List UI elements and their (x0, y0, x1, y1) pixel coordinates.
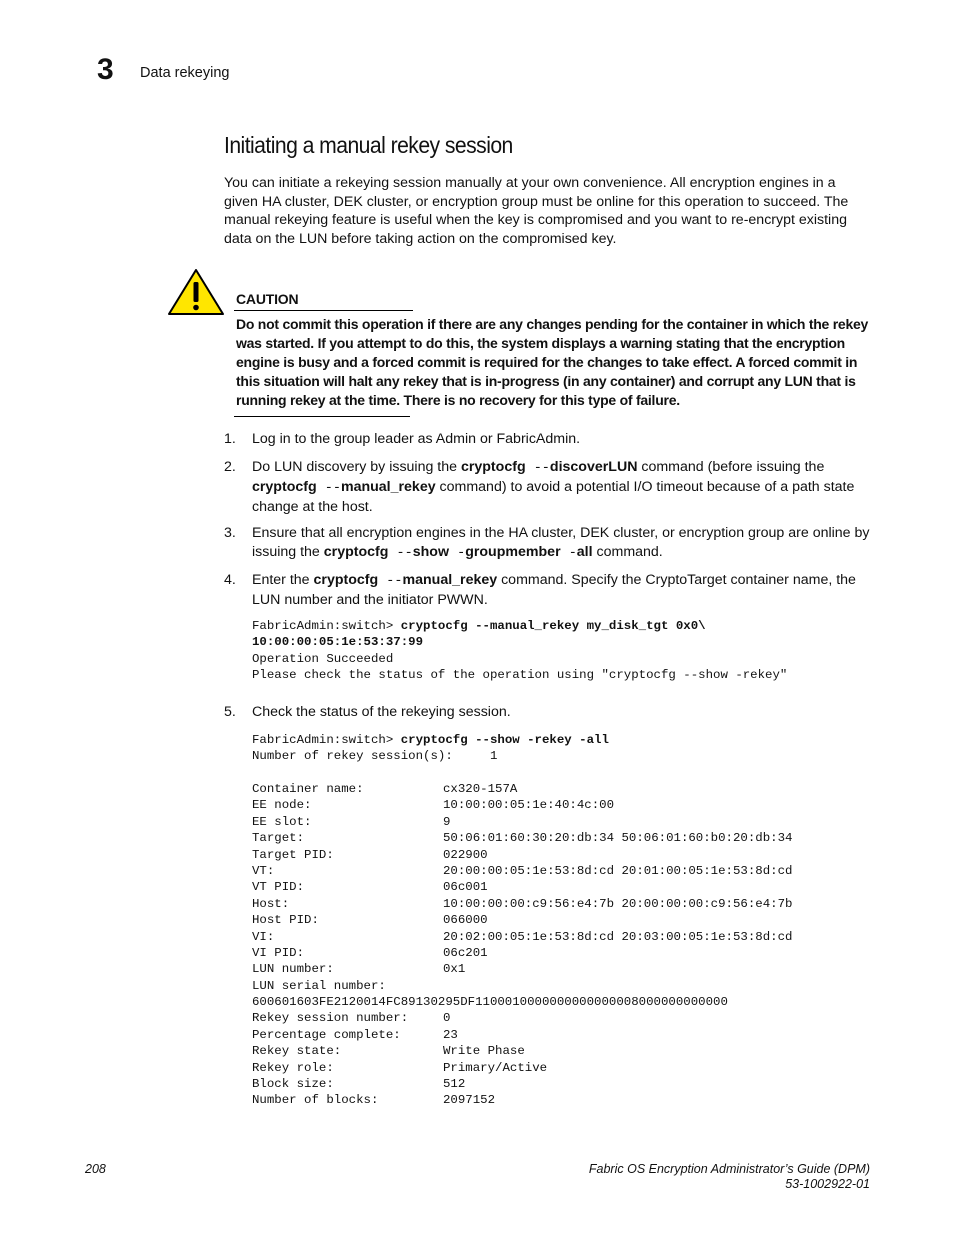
caution-warning-icon (167, 268, 225, 316)
step-text: Check the status of the rekeying session. (252, 704, 511, 720)
status-key: Host PID: (252, 913, 319, 928)
code-prompt: FabricAdmin:switch> (252, 733, 401, 747)
status-key: LUN number: (252, 962, 334, 977)
code-output-line: Please check the status of the operation using "cryptocfg --show -rekey" (252, 668, 788, 683)
step-1 (224, 430, 872, 449)
status-value: 20:00:00:05:1e:53:8d:cd 20:01:00:05:1e:53:8d:cd (443, 863, 793, 878)
status-value: 066000 (443, 913, 488, 928)
status-row (252, 945, 852, 961)
rekey-status-table (252, 781, 852, 1109)
status-value: 0x1 (443, 962, 466, 977)
chapter-number: 3 (97, 53, 114, 86)
status-key: Rekey session number: (252, 1011, 409, 1026)
code-command-continuation: 10:00:00:05:1e:53:37:99 (252, 635, 424, 650)
status-row (252, 830, 852, 846)
step-number: 2. (224, 459, 236, 475)
footer-doc-title: Fabric OS Encryption Administrator’s Guide (DPM) (588, 1162, 870, 1176)
step-number: 1. (224, 431, 236, 447)
status-row (252, 814, 852, 830)
step-number: 4. (224, 572, 236, 588)
status-row (252, 863, 852, 879)
status-row (252, 797, 852, 813)
status-value: 512 (443, 1077, 466, 1092)
step-text: Log in to the group leader as Admin or FabricAdmin. (252, 431, 581, 447)
status-key: EE node: (252, 798, 312, 813)
code-block-show-rekey (252, 732, 609, 765)
status-value: 23 (443, 1027, 458, 1042)
status-row (252, 1027, 852, 1043)
step-text: Do LUN discovery by issuing the cryptocfg --discoverLUN command (before issuing the cryptocfg --manual_rekey command) to avoid a potential I/O timeout because of a path state change at the host. (252, 459, 855, 515)
status-value: cx320-157A (443, 782, 518, 796)
status-row (252, 879, 852, 895)
status-key: Rekey state: (252, 1044, 342, 1059)
status-key: VT: (252, 863, 275, 878)
status-row (252, 1092, 852, 1108)
status-value: 20:02:00:05:1e:53:8d:cd 20:03:00:05:1e:53:8d:cd (443, 929, 793, 944)
step-text: Ensure that all encryption engines in the HA cluster, DEK cluster, or encryption group are online by issuing the cryptocfg --show -groupmember -all command. (252, 525, 870, 561)
caution-rule-bottom (234, 416, 410, 417)
status-key: Percentage complete: (252, 1027, 401, 1042)
status-key: Number of blocks: (252, 1093, 379, 1108)
status-row (252, 781, 852, 797)
status-key: Host: (252, 896, 290, 911)
step-5 (224, 703, 872, 722)
status-row (252, 847, 852, 863)
step-4 (224, 571, 872, 610)
step-2 (224, 458, 872, 517)
status-value: Write Phase (443, 1044, 525, 1059)
step-3 (224, 524, 872, 563)
code-prompt: FabricAdmin:switch> (252, 619, 401, 633)
status-value: 10:00:00:00:c9:56:e4:7b 20:00:00:00:c9:56:e4:7b (443, 896, 793, 911)
status-row (252, 978, 852, 994)
status-row (252, 1076, 852, 1092)
caution-label: CAUTION (236, 291, 299, 307)
chapter-name: Data rekeying (140, 65, 230, 81)
status-key: EE slot: (252, 814, 312, 829)
status-key: Block size: (252, 1077, 334, 1092)
status-value: 2097152 (443, 1093, 496, 1108)
code-command: cryptocfg --manual_rekey my_disk_tgt 0x0\ (400, 619, 706, 633)
code-output-line: Operation Succeeded (252, 651, 394, 666)
status-key: VI PID: (252, 945, 305, 960)
status-row (252, 1010, 852, 1026)
footer-page-number: 208 (85, 1162, 106, 1176)
status-row (252, 1060, 852, 1076)
code-block-manual-rekey (252, 618, 787, 684)
status-value: 06c001 (443, 880, 488, 895)
status-row (252, 994, 852, 1010)
status-value: 10:00:00:05:1e:40:4c:00 (443, 798, 615, 813)
status-value: 9 (443, 814, 451, 829)
status-key: VI: (252, 929, 275, 944)
code-output-line: Number of rekey session(s): 1 (252, 749, 498, 764)
step-text: Enter the cryptocfg --manual_rekey command. Specify the CryptoTarget container name, the LUN number and the initiator PWWN. (252, 572, 856, 608)
status-value: 50:06:01:60:30:20:db:34 50:06:01:60:b0:20:db:34 (443, 831, 793, 846)
status-row (252, 961, 852, 977)
status-key: Container name: (252, 782, 364, 796)
status-row (252, 896, 852, 912)
caution-text: Do not commit this operation if there are any changes pending for the container in which the rekey was started. If you attempt to do this, the system displays a warning stating that the encryption engine is busy and a forced commit is required for the changes to take effect. A forced commit in this situation will halt any rekey that is in-progress (in any container) and corrupt any LUN that is running rekey at the time. There is no recovery for this type of failure. (236, 316, 869, 408)
status-key: Target: (252, 831, 305, 846)
status-key: Target PID: (252, 847, 334, 862)
status-row (252, 1043, 852, 1059)
status-value: 022900 (443, 847, 488, 862)
footer-doc-info (589, 1162, 870, 1192)
status-row (252, 912, 852, 928)
status-value: Primary/Active (443, 1060, 548, 1075)
code-command: cryptocfg --show -rekey -all (400, 733, 609, 747)
section-title: Initiating a manual rekey session (224, 132, 513, 158)
status-key: VT PID: (252, 880, 305, 895)
status-row (252, 929, 852, 945)
intro-paragraph: You can initiate a rekeying session manually at your own convenience. All encryption engines in a given HA cluster, DEK cluster, or encryption group must be online for this operation to succeed. The manual rekeying feature is useful when the key is compromised and you want to re-encrypt existing data on the LUN before taking action on the compromised key. (224, 175, 849, 247)
lun-serial-value: 600601603FE2120014FC89130295DF1100010000000000000008000000000000 (252, 995, 728, 1010)
caution-rule-top (234, 310, 413, 311)
status-value: 0 (443, 1011, 451, 1026)
footer-doc-number: 53-1002922-01 (785, 1177, 870, 1191)
step-number: 3. (224, 525, 236, 541)
status-key: LUN serial number: (252, 978, 386, 993)
status-value: 06c201 (443, 945, 488, 960)
step-number: 5. (224, 704, 236, 720)
status-key: Rekey role: (252, 1060, 334, 1075)
